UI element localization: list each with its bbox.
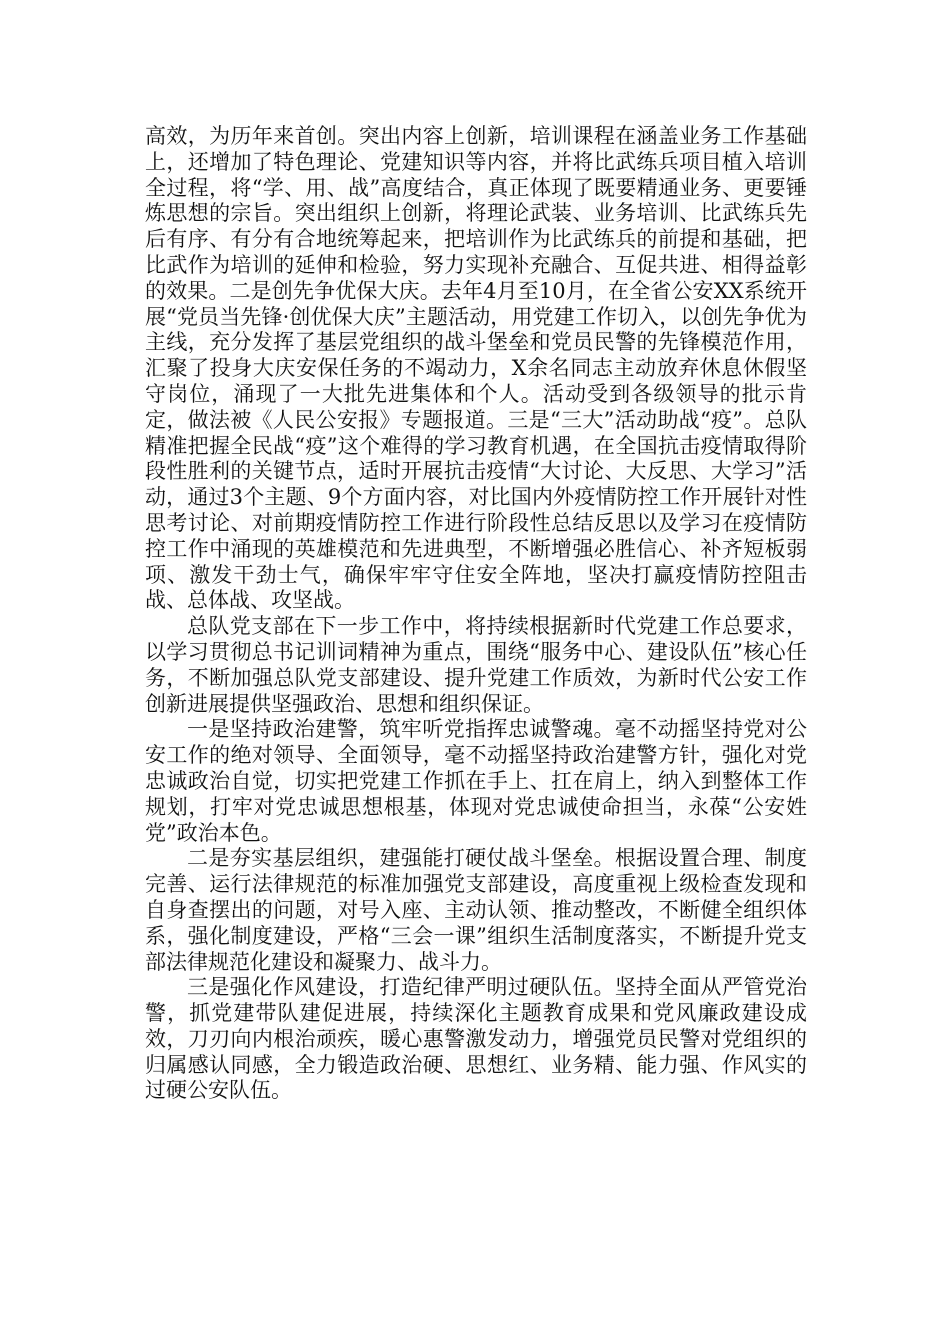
paragraph-4: 二是夯实基层组织，建强能打硬仗战斗堡垒。根据设置合理、制度完善、运行法律规范的标准加强党支部建设，高度重视上级检查发现和自身查摆出的问题，对号入座、主动认领、推动整改，不断健全组织体系，强化制度建设，严格“三会一课”组织生活制度落实，不断提升党支部法律规范化建设和凝聚力、战斗力。 bbox=[145, 846, 807, 974]
paragraph-5: 三是强化作风建设，打造纪律严明过硬队伍。坚持全面从严管党治警，抓党建带队建促进展，持续深化主题教育成果和党风廉政建设成效，刀刃向内根治顽疾，暖心惠警激发动力，增强党员民警对党组织的归属感认同感，全力锻造政治硬、思想红、业务精、能力强、作风实的过硬公安队伍。 bbox=[145, 975, 807, 1103]
paragraph-2: 总队党支部在下一步工作中，将持续根据新时代党建工作总要求，以学习贯彻总书记训词精神为重点，围绕“服务中心、建设队伍”核心任务，不断加强总队党支部建设、提升党建工作质效，为新时代公安工作创新进展提供坚强政治、思想和组织保证。 bbox=[145, 614, 807, 716]
paragraph-1: 高效，为历年来首创。突出内容上创新，培训课程在涵盖业务工作基础上，还增加了特色理论、党建知识等内容，并将比武练兵项目植入培训全过程，将“学、用、战”高度结合，真正体现了既要精通业务、更要锤炼思想的宗旨。突出组织上创新，将理论武装、业务培训、比武练兵先后有序、有分有合地统筹起来，把培训作为比武练兵的前提和基础，把比武作为培训的延伸和检验，努力实现补充融合、互促共进、相得益彰的效果。二是创先争优保大庆。去年4月至10月，在全省公安XX系统开展“党员当先锋·创优保大庆”主题活动，用党建工作切入，以创先争优为主线，充分发挥了基层党组织的战斗堡垒和党员民警的先锋模范作用，汇聚了投身大庆安保任务的不竭动力，X余名同志主动放弃休息休假坚守岗位，涌现了一大批先进集体和个人。活动受到各级领导的批示肯定，做法被《人民公安报》专题报道。三是“三大”活动助战“疫”。总队精准把握全民战“疫”这个难得的学习教育机遇，在全国抗击疫情取得阶段性胜利的关键节点，适时开展抗击疫情“大讨论、大反思、大学习”活动，通过3个主题、9个方面内容，对比国内外疫情防控工作开展针对性思考讨论、对前期疫情防控工作进行阶段性总结反思以及学习在疫情防控工作中涌现的英雄模范和先进典型，不断增强必胜信心、补齐短板弱项、激发干劲士气，确保牢牢守住安全阵地，坚决打赢疫情防控阻击战、总体战、攻坚战。 bbox=[145, 124, 807, 613]
paragraph-3: 一是坚持政治建警，筑牢听党指挥忠诚警魂。毫不动摇坚持党对公安工作的绝对领导、全面领导，毫不动摇坚持政治建警方针，强化对党忠诚政治自觉，切实把党建工作抓在手上、扛在肩上，纳入到整体工作规划，打牢对党忠诚思想根基，体现对党忠诚使命担当，永葆“公安姓党”政治本色。 bbox=[145, 717, 807, 845]
document-body bbox=[145, 124, 807, 1104]
